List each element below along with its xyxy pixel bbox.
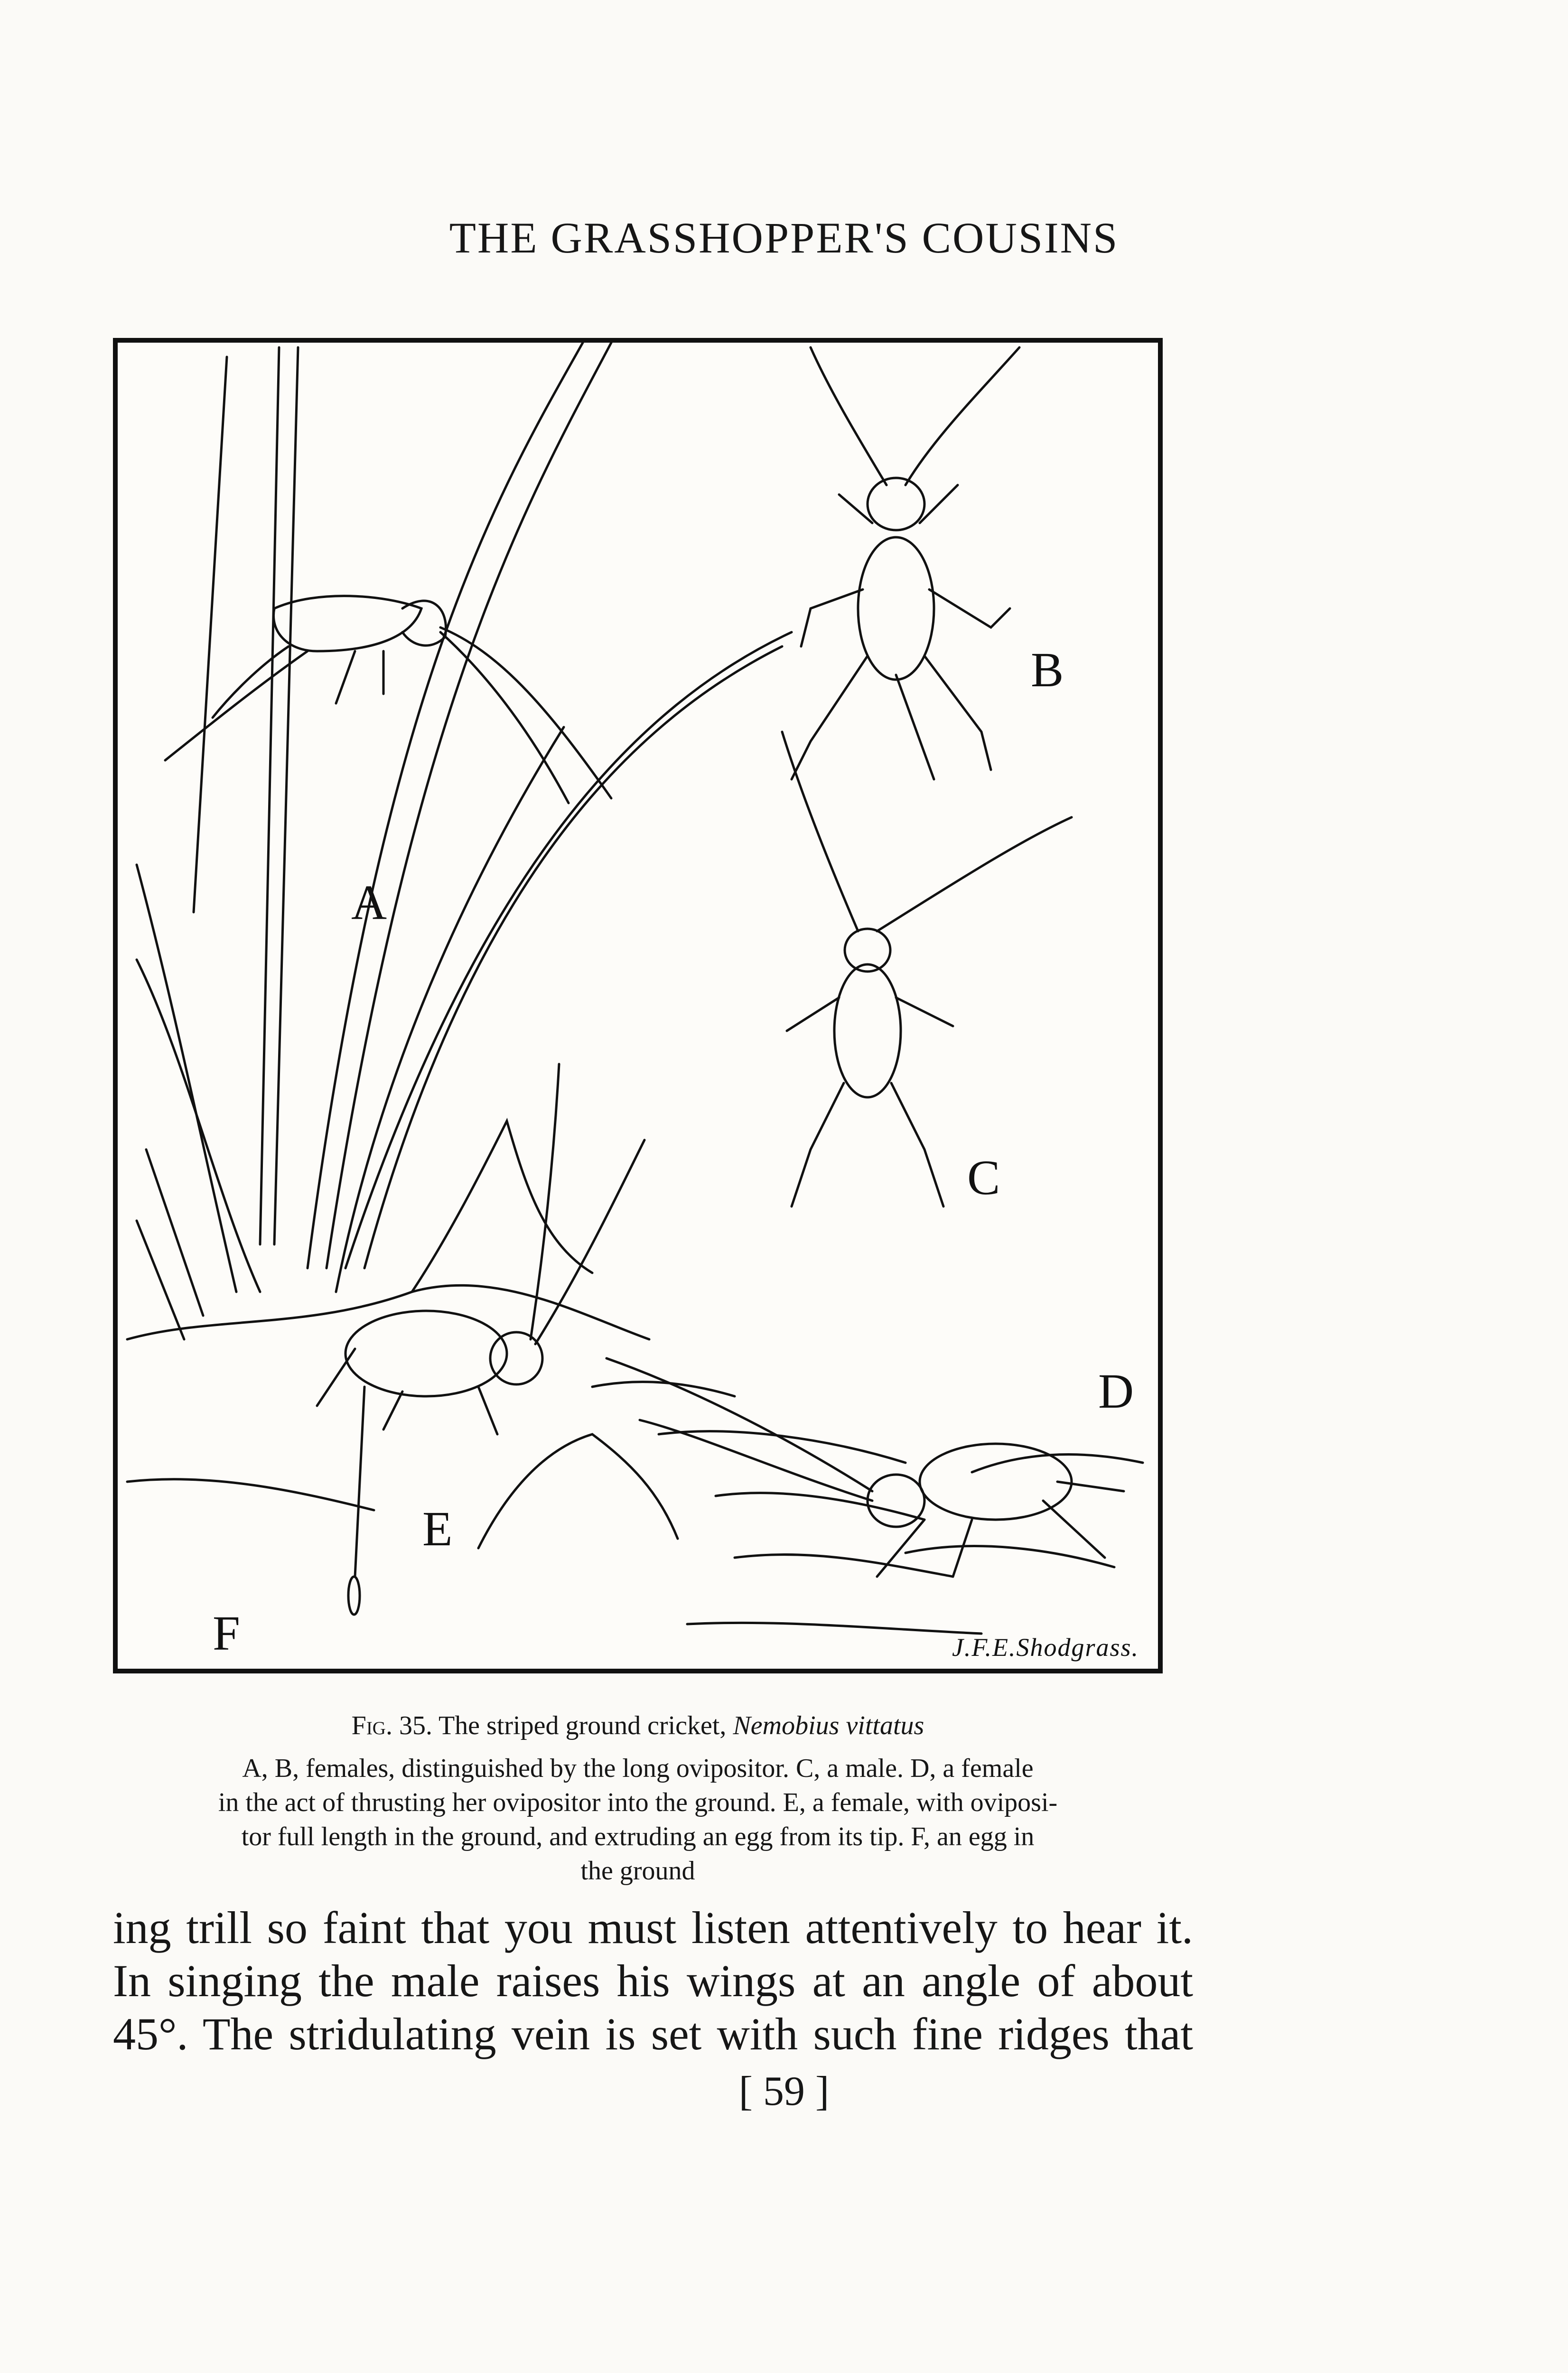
figure-number: Fig. 35. [351, 1711, 432, 1740]
caption-line: A, B, females, distinguished by the long ovipositor. C, a male. D, a female [242, 1754, 1034, 1783]
body-line: In singing the male raises his wings at an angle of about [113, 1955, 1193, 2006]
caption-line: the ground [580, 1856, 695, 1886]
cricket-e [317, 1064, 644, 1577]
label-b: B [1031, 643, 1064, 697]
label-a: A [351, 875, 387, 930]
label-e: E [422, 1502, 453, 1556]
body-line: ing trill so faint that you must listen attentively to hear it. [113, 1902, 1193, 1953]
species-name: Nemobius vittatus [733, 1711, 924, 1740]
figure-illustration [113, 338, 1163, 1673]
cricket-d [607, 1358, 1124, 1577]
running-head: THE GRASSHOPPER'S COUSINS [449, 214, 1119, 262]
egg-f [348, 1577, 360, 1615]
caption-body [113, 1751, 1163, 1888]
cricket-a [165, 596, 611, 803]
cricket-illustration [118, 343, 1158, 1669]
body-line: 45°. The stridulating vein is set with such fine ridges that [113, 2009, 1193, 2059]
cricket-c [782, 732, 1072, 1206]
label-d: D [1098, 1364, 1134, 1419]
caption-line: tor full length in the ground, and extruding an egg from its tip. F, an egg in [241, 1822, 1035, 1851]
label-c: C [967, 1150, 1000, 1205]
body-paragraph [113, 1901, 1193, 2061]
caption-line: in the act of thrusting her ovipositor into the ground. E, a female, with oviposi- [218, 1788, 1058, 1817]
grass-blades [137, 343, 792, 1339]
caption-title [113, 1709, 1163, 1743]
artist-signature: J.F.E.Shodgrass. [952, 1633, 1139, 1662]
label-f: F [213, 1606, 240, 1661]
page-number: [ 59 ] [738, 2068, 830, 2114]
caption-title-text: The striped ground cricket, [438, 1711, 733, 1740]
cricket-b [792, 347, 1019, 779]
